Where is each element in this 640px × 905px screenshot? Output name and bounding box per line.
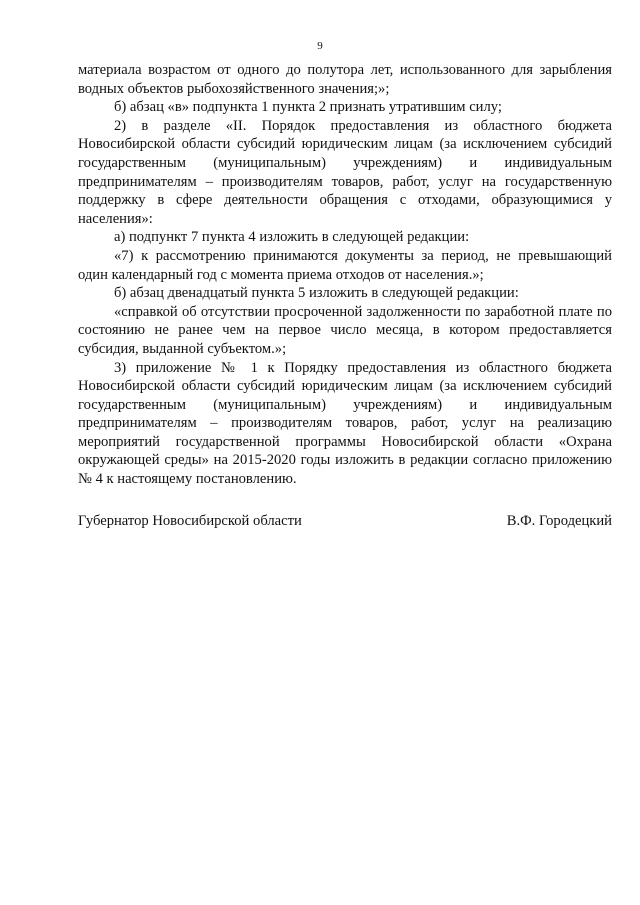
paragraph-item-3: 3) приложение № 1 к Порядку предоставления из областного бюджета Новосибирской области субсидий юридическим лицам (за исключением субсидий государственным (муниципальным) учреждениям) и индивидуальным предпринимателям – производителям товаров, работ, услуг на реализацию мероприятий государственной программы Новосибирской области «Охрана окружающей среды» на 2015-2020 годы изложить в редакции согласно приложению № 4 к настоящему постановлению. <box>78 359 612 488</box>
paragraph-item-2: 2) в разделе «II. Порядок предоставления из областного бюджета Новосибирской области субсидий юридическим лицам (за исключением субсидий государственным (муниципальным) учреждениям) и индивидуальным предпринимателям – производителям товаров, работ, услуг на государственную поддержку в сфере деятельности обращения с отходами, образующимися у населения»: <box>78 117 612 227</box>
paragraph-quote-certificate: «справкой об отсутствии просроченной задолженности по заработной плате по состоянию не ранее чем на первое число месяца, в котором предоставляется субсидия, выданной субъектом.»; <box>78 303 612 357</box>
signature-block <box>78 512 612 531</box>
paragraph-item-b-2: б) абзац двенадцатый пункта 5 изложить в следующей редакции: <box>114 285 519 302</box>
signatory-name: В.Ф. Городецкий <box>506 513 612 529</box>
document-body <box>78 61 612 489</box>
paragraph-item-b: б) абзац «в» подпункта 1 пункта 2 признать утратившим силу; <box>114 99 502 116</box>
signatory-position: Губернатор Новосибирской области <box>78 513 302 529</box>
paragraph-continuation: материала возрастом от одного до полутора лет, использованного для зарыбления водных объектов рыбохозяйственного значения;»; <box>78 62 612 97</box>
paragraph-quote-7: «7) к рассмотрению принимаются документы за период, не превышающий один календарный год с момента приема отходов от населения.»; <box>78 247 612 283</box>
paragraph-item-a: а) подпункт 7 пункта 4 изложить в следующей редакции: <box>114 229 470 246</box>
page-number: 9 <box>317 40 323 52</box>
